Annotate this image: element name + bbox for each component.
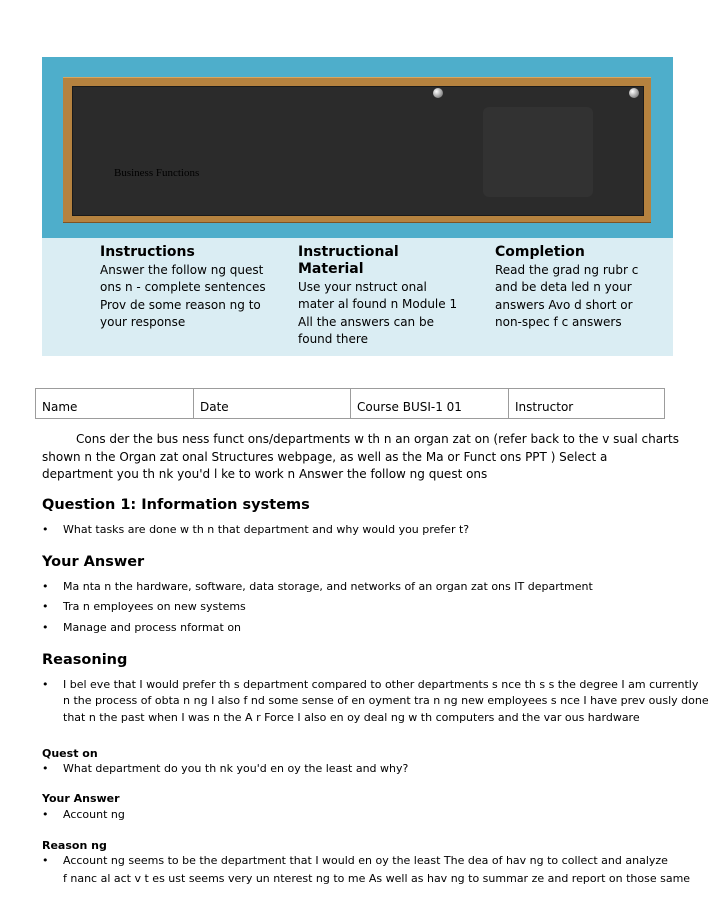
student-info-table: [35, 388, 665, 419]
instructor-cell: Instructor: [515, 400, 574, 414]
instructions-text: Answer the follow ng quest ons n - complete sentences Prov de some reason ng to your response: [100, 263, 266, 329]
bullet-icon: •: [42, 621, 49, 634]
chalkboard-frame: [63, 77, 651, 223]
info-panel: [42, 238, 673, 356]
bullet-icon: •: [42, 580, 49, 593]
question-2-heading: Quest on: [42, 747, 98, 760]
chalkboard: [72, 86, 644, 216]
bullet-icon: •: [42, 854, 49, 867]
instructional-material-heading: Instructional Material: [298, 244, 399, 277]
completion-column: [495, 244, 661, 331]
bullet-icon: •: [42, 523, 49, 536]
header-banner: [42, 57, 673, 238]
bullet-icon: •: [42, 678, 49, 691]
answer-2-heading: Your Answer: [42, 792, 120, 805]
course-cell: Course BUSI-1 01: [351, 389, 509, 418]
reasoning-1-heading: Reasoning: [42, 652, 128, 668]
instructions-column: [100, 244, 270, 331]
completion-heading: Completion: [495, 244, 585, 260]
instructions-heading: Instructions: [100, 244, 195, 260]
board-title: Business Functions: [114, 167, 200, 179]
chalkboard-graphic: [483, 107, 593, 197]
completion-text: Read the grad ng rubr c and be deta led n your answers Avo d short or non-spec f c answers: [495, 263, 639, 329]
instructional-material-text: Use your nstruct onal mater al found n Module 1 All the answers can be found there: [298, 280, 458, 346]
reasoning-2-heading: Reason ng: [42, 839, 107, 852]
bullet-icon: •: [42, 808, 49, 821]
intro-line-1: Cons der the bus ness funct ons/departments w th n an organ zat on (refer back to the v sual charts: [76, 432, 679, 446]
name-cell: Name: [36, 389, 194, 418]
date-cell: Date: [194, 389, 351, 418]
answer-1-heading: Your Answer: [42, 554, 145, 570]
pin-icon: [433, 88, 443, 98]
bullet-icon: •: [42, 762, 49, 775]
pin-icon: [629, 88, 639, 98]
instructional-material-column: [298, 244, 458, 348]
intro-line-2: shown n the Organ zat onal Structures webpage, as well as the Ma or Funct ons PPT ) Select a: [42, 450, 608, 464]
intro-line-3: department you th nk you'd l ke to work n Answer the follow ng quest ons: [42, 467, 488, 481]
bullet-icon: •: [42, 600, 49, 613]
question-1-heading: Question 1: Information systems: [42, 497, 310, 513]
